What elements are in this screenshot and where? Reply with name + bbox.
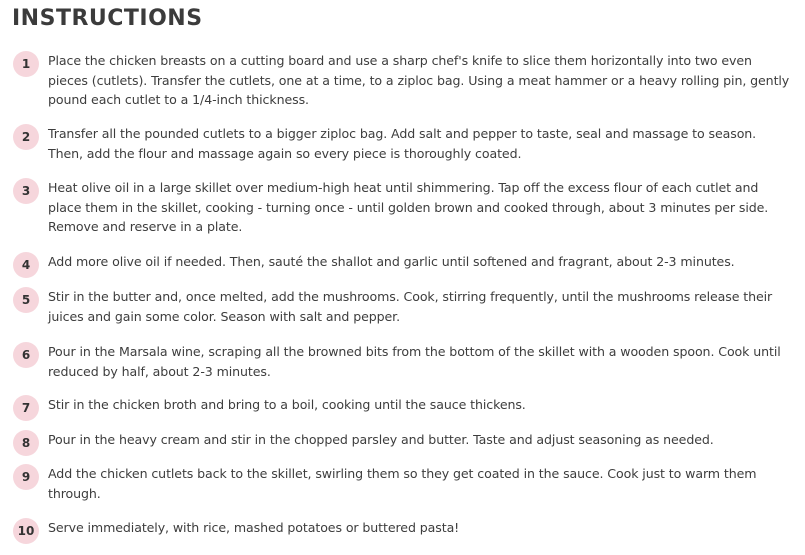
step-number-badge: 6 [13, 342, 39, 368]
step-text: Stir in the butter and, once melted, add the mushrooms. Cook, stirring frequently, until the mushrooms release their juices and gain some color. Season with salt and pepper. [48, 289, 773, 324]
step-number-badge: 2 [13, 124, 39, 150]
step-text: Pour in the heavy cream and stir in the chopped parsley and butter. Taste and adjust seasoning as needed. [48, 432, 714, 447]
step-number-badge: 10 [13, 518, 39, 544]
step-text: Serve immediately, with rice, mashed potatoes or buttered pasta! [48, 520, 460, 535]
step-text: Place the chicken breasts on a cutting board and use a sharp chef's knife to slice them horizontally into two even pieces (cutlets). Transfer the cutlets, one at a time, to a ziploc bag. Using a meat hammer or a heavy rolling pin, gently pound each cutlet to a 1/4-inch thickness. [48, 53, 790, 107]
step-number-badge: 1 [13, 51, 39, 77]
step-text: Add more olive oil if needed. Then, sauté the shallot and garlic until softened and fragrant, about 2-3 minutes. [48, 254, 735, 269]
instructions-heading: INSTRUCTIONS [12, 6, 203, 31]
step-text: Transfer all the pounded cutlets to a bigger ziploc bag. Add salt and pepper to taste, seal and massage to season. Then, add the flour and massage again so every piece is thoroughly coated. [48, 126, 757, 161]
step-number-badge: 8 [13, 430, 39, 456]
step-number-badge: 4 [13, 252, 39, 278]
step-text: Heat olive oil in a large skillet over medium-high heat until shimmering. Tap off the excess flour of each cutlet and place them in the skillet, cooking - turning once - until golden brown and cooked through, about 3 minutes per side. Remove and reserve in a plate. [48, 180, 769, 234]
step-number-badge: 7 [13, 395, 39, 421]
step-text: Stir in the chicken broth and bring to a boil, cooking until the sauce thickens. [48, 397, 526, 412]
step-text: Add the chicken cutlets back to the skillet, swirling them so they get coated in the sauce. Cook just to warm them through. [48, 466, 757, 501]
step-text: Pour in the Marsala wine, scraping all the browned bits from the bottom of the skillet with a wooden spoon. Cook until reduced by half, about 2-3 minutes. [48, 344, 781, 379]
step-number-badge: 9 [13, 464, 39, 490]
step-number-badge: 5 [13, 287, 39, 313]
step-number-badge: 3 [13, 178, 39, 204]
